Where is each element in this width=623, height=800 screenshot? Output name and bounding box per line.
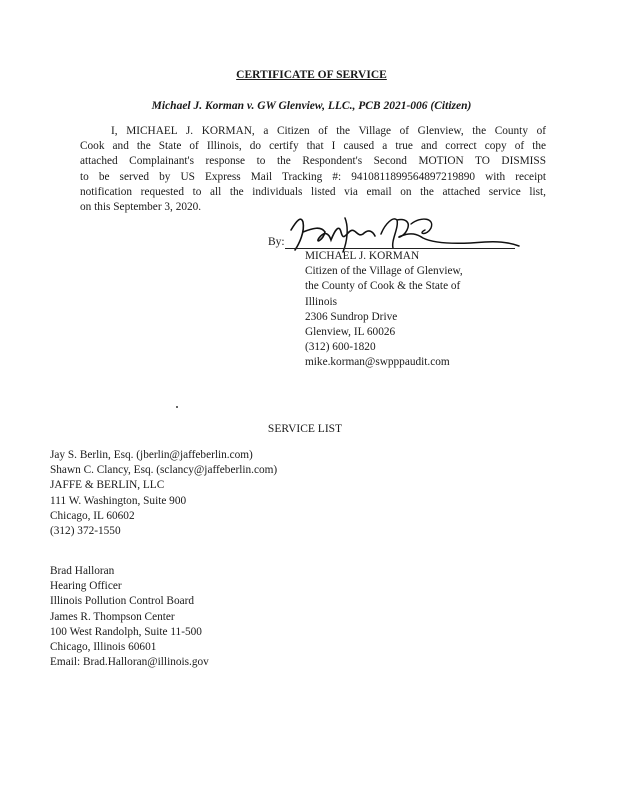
list-item: Illinois Pollution Control Board (50, 595, 195, 608)
service-list-group-1 (50, 448, 277, 539)
signer-block (305, 249, 463, 371)
signer-phone: (312) 600-1820 (305, 341, 376, 354)
paragraph-line: Cook and the State of Illinois, do certify that I caused a true and correct copy of the (80, 140, 546, 153)
paragraph-line: notification requested to all the individuals listed via email on the attached service list, (80, 185, 546, 198)
service-list-group-2 (50, 564, 209, 670)
list-item: Brad Halloran (50, 565, 115, 577)
paragraph-line: I, MICHAEL J. KORMAN, a Citizen of the Village of Glenview, the County of (111, 125, 546, 137)
certificate-title: CERTIFICATE OF SERVICE (236, 69, 387, 81)
list-item: Email: Brad.Halloran@illinois.gov (50, 656, 209, 669)
paragraph-line: on this September 3, 2020. (80, 201, 202, 214)
by-label: By: (268, 236, 285, 248)
list-item: JAFFE & BERLIN, LLC (50, 479, 165, 492)
signer-city: Glenview, IL 60026 (305, 326, 396, 339)
list-item: James R. Thompson Center (50, 610, 175, 623)
signer-line: Citizen of the Village of Glenview, (305, 265, 463, 278)
list-item: Hearing Officer (50, 580, 122, 593)
list-item: Chicago, Illinois 60601 (50, 641, 157, 654)
stray-mark (176, 406, 178, 408)
list-item: 111 W. Washington, Suite 900 (50, 494, 187, 507)
paragraph-line: attached Complainant's response to the Respondent's Second MOTION TO DISMISS (80, 155, 546, 168)
list-item: Jay S. Berlin, Esq. (jberlin@jaffeberlin.com) (50, 449, 253, 461)
signer-email: mike.korman@swpppaudit.com (305, 356, 450, 369)
certification-paragraph (80, 124, 546, 215)
paragraph-line: to be served by US Express Mail Tracking #: 9410811899564897219890 with receipt (80, 170, 546, 183)
service-list-heading: SERVICE LIST (267, 423, 343, 435)
list-item: (312) 372-1550 (50, 525, 121, 538)
list-item: 100 West Randolph, Suite 11-500 (50, 625, 202, 638)
list-item: Chicago, IL 60602 (50, 509, 135, 522)
case-caption: Michael J. Korman v. GW Glenview, LLC., PCB 2021-006 (Citizen) (151, 100, 472, 112)
signer-address: 2306 Sundrop Drive (305, 310, 398, 323)
signer-line: Illinois (305, 295, 338, 308)
signer-line: the County of Cook & the State of (305, 280, 461, 293)
signer-name: MICHAEL J. KORMAN (305, 250, 420, 262)
list-item: Shawn C. Clancy, Esq. (sclancy@jaffeberlin.com) (50, 464, 278, 477)
